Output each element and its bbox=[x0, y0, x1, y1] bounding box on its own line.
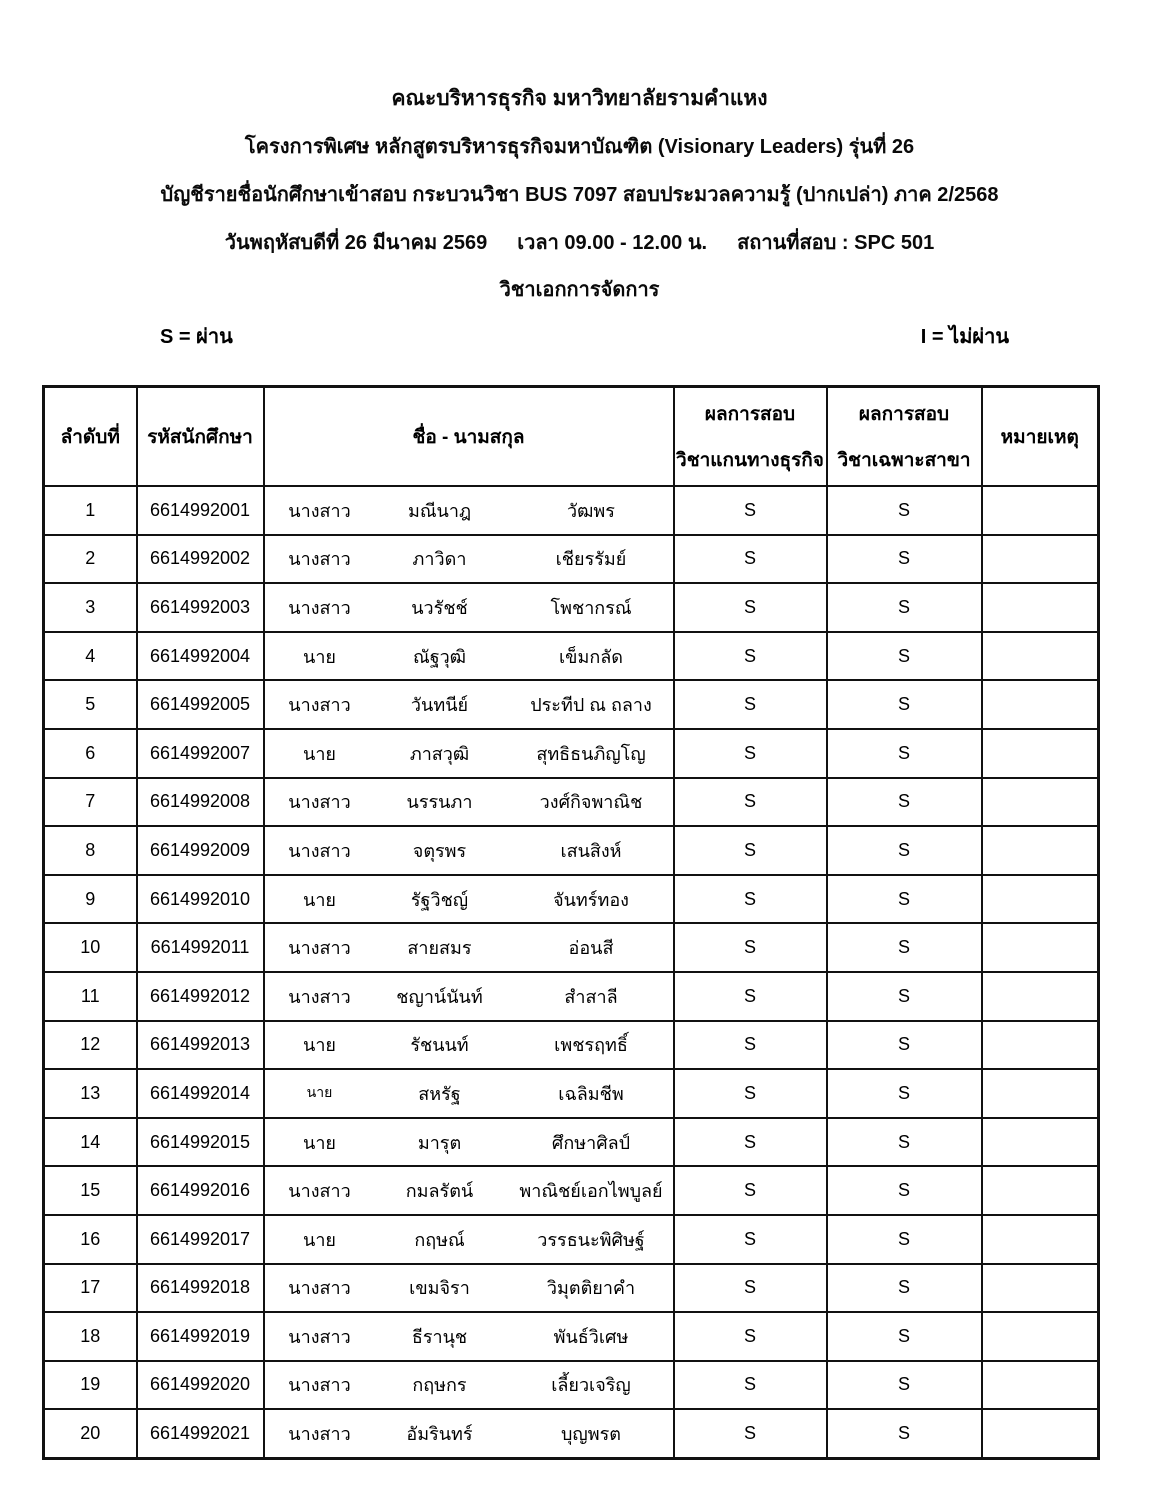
name-title: นางสาว bbox=[288, 597, 351, 618]
major-result-cell: S bbox=[827, 1264, 982, 1313]
student-id-cell: 6614992016 bbox=[137, 1166, 264, 1215]
student-name-cell bbox=[264, 729, 674, 778]
student-id-cell: 6614992007 bbox=[137, 729, 264, 778]
row-number-cell: 4 bbox=[44, 632, 137, 681]
student-roster-table bbox=[42, 385, 1100, 1460]
name-title: นางสาว bbox=[288, 695, 351, 716]
table-row bbox=[44, 923, 1099, 972]
remark-cell bbox=[982, 680, 1099, 729]
major-result-cell: S bbox=[827, 1118, 982, 1167]
remark-cell bbox=[982, 1264, 1099, 1313]
name-title: นางสาว bbox=[288, 840, 351, 861]
major-result-cell: S bbox=[827, 1166, 982, 1215]
row-number-cell: 3 bbox=[44, 583, 137, 632]
student-id-cell: 6614992019 bbox=[137, 1312, 264, 1361]
name-title: นาย bbox=[303, 743, 336, 764]
core-result-cell: S bbox=[674, 1215, 827, 1264]
last-name: จันทร์ทอง bbox=[553, 889, 629, 910]
core-result-cell: S bbox=[674, 1166, 827, 1215]
core-result-cell: S bbox=[674, 875, 827, 924]
row-number-cell: 14 bbox=[44, 1118, 137, 1167]
major-result-cell: S bbox=[827, 778, 982, 827]
remark-cell bbox=[982, 1021, 1099, 1070]
row-number-cell: 17 bbox=[44, 1264, 137, 1313]
remark-cell bbox=[982, 1409, 1099, 1458]
table-row bbox=[44, 535, 1099, 584]
core-result-cell: S bbox=[674, 1069, 827, 1118]
row-number-cell: 18 bbox=[44, 1312, 137, 1361]
table-row bbox=[44, 1118, 1099, 1167]
student-id-cell: 6614992014 bbox=[137, 1069, 264, 1118]
remark-cell bbox=[982, 583, 1099, 632]
remark-cell bbox=[982, 1118, 1099, 1167]
header-no: ลำดับที่ bbox=[44, 387, 137, 487]
major-result-cell: S bbox=[827, 680, 982, 729]
first-name: อัมรินทร์ bbox=[406, 1424, 473, 1445]
table-row bbox=[44, 972, 1099, 1021]
student-id-cell: 6614992010 bbox=[137, 875, 264, 924]
first-name: ภาวิดา bbox=[412, 549, 467, 570]
major-result-cell: S bbox=[827, 1021, 982, 1070]
table-row bbox=[44, 1409, 1099, 1458]
core-result-cell: S bbox=[674, 486, 827, 535]
table-row bbox=[44, 875, 1099, 924]
core-result-cell: S bbox=[674, 583, 827, 632]
major-result-cell: S bbox=[827, 923, 982, 972]
first-name: นวรัชช์ bbox=[411, 597, 468, 618]
major-title: วิชาเอกการจัดการ bbox=[499, 279, 660, 301]
student-name-cell bbox=[264, 875, 674, 924]
name-title: นางสาว bbox=[288, 938, 351, 959]
last-name: วรรธนะพิศิษฐ์ bbox=[537, 1229, 645, 1250]
major-result-cell: S bbox=[827, 486, 982, 535]
table-row bbox=[44, 729, 1099, 778]
student-id-cell: 6614992008 bbox=[137, 778, 264, 827]
last-name: วงศ์กิจพาณิช bbox=[539, 792, 643, 813]
header-major-result bbox=[827, 387, 982, 487]
first-name: นรรนภา bbox=[406, 792, 473, 813]
header-remarks: หมายเหตุ bbox=[982, 387, 1099, 487]
last-name: สุทธิธนภิญโญ bbox=[536, 743, 646, 764]
remark-cell bbox=[982, 632, 1099, 681]
major-result-cell: S bbox=[827, 1215, 982, 1264]
core-result-cell: S bbox=[674, 972, 827, 1021]
core-result-cell: S bbox=[674, 1361, 827, 1410]
name-title: นาย bbox=[303, 646, 336, 667]
first-name: กมลรัตน์ bbox=[405, 1181, 474, 1202]
student-id-cell: 6614992011 bbox=[137, 923, 264, 972]
row-number-cell: 12 bbox=[44, 1021, 137, 1070]
header-major-result-line1: ผลการสอบ bbox=[858, 403, 950, 425]
last-name: บุญพรต bbox=[561, 1424, 621, 1445]
name-title: นางสาว bbox=[288, 1278, 351, 1299]
first-name: ภาสวุฒิ bbox=[409, 743, 470, 764]
exam-venue: สถานที่สอบ : SPC 501 bbox=[737, 232, 935, 254]
core-result-cell: S bbox=[674, 923, 827, 972]
student-name-cell bbox=[264, 1021, 674, 1070]
student-name-cell bbox=[264, 778, 674, 827]
name-title: นางสาว bbox=[288, 500, 351, 521]
first-name: วันทนีย์ bbox=[410, 695, 469, 716]
row-number-cell: 1 bbox=[44, 486, 137, 535]
name-title: นาย bbox=[303, 1132, 336, 1153]
student-id-cell: 6614992018 bbox=[137, 1264, 264, 1313]
exam-schedule-line bbox=[0, 226, 1159, 258]
table-row bbox=[44, 1264, 1099, 1313]
row-number-cell: 20 bbox=[44, 1409, 137, 1458]
last-name: วิมุตติยาคำ bbox=[546, 1278, 636, 1299]
major-result-cell: S bbox=[827, 875, 982, 924]
last-name: เลี้ยวเจริญ bbox=[551, 1375, 631, 1396]
first-name: ธีรานุช bbox=[411, 1326, 468, 1347]
table-row bbox=[44, 1361, 1099, 1410]
student-name-cell bbox=[264, 1166, 674, 1215]
major-result-cell: S bbox=[827, 972, 982, 1021]
row-number-cell: 8 bbox=[44, 826, 137, 875]
last-name: ศึกษาศิลป์ bbox=[551, 1132, 631, 1153]
legend-fail: I = ไม่ผ่าน bbox=[920, 326, 1009, 348]
student-id-cell: 6614992013 bbox=[137, 1021, 264, 1070]
last-name: พันธ์วิเศษ bbox=[553, 1326, 629, 1347]
student-name-cell bbox=[264, 1361, 674, 1410]
name-title: นาย bbox=[303, 889, 336, 910]
student-id-cell: 6614992012 bbox=[137, 972, 264, 1021]
remark-cell bbox=[982, 778, 1099, 827]
grade-legend bbox=[0, 320, 1159, 352]
core-result-cell: S bbox=[674, 1409, 827, 1458]
major-result-cell: S bbox=[827, 729, 982, 778]
first-name: สายสมร bbox=[407, 938, 472, 959]
program-title: โครงการพิเศษ หลักสูตรบริหารธุรกิจมหาบัณฑิต (Visionary Leaders) รุ่นที่ 26 bbox=[244, 136, 915, 158]
last-name: โพชากรณ์ bbox=[550, 597, 632, 618]
row-number-cell: 7 bbox=[44, 778, 137, 827]
student-name-cell bbox=[264, 1069, 674, 1118]
row-number-cell: 9 bbox=[44, 875, 137, 924]
row-number-cell: 11 bbox=[44, 972, 137, 1021]
remark-cell bbox=[982, 1166, 1099, 1215]
student-id-cell: 6614992001 bbox=[137, 486, 264, 535]
table-row bbox=[44, 1021, 1099, 1070]
first-name: รัฐวิชญ์ bbox=[410, 889, 469, 910]
legend-pass: S = ผ่าน bbox=[160, 326, 233, 348]
name-title: นาย bbox=[306, 1084, 333, 1101]
core-result-cell: S bbox=[674, 1021, 827, 1070]
header-core-result bbox=[674, 387, 827, 487]
remark-cell bbox=[982, 923, 1099, 972]
remark-cell bbox=[982, 875, 1099, 924]
student-id-cell: 6614992015 bbox=[137, 1118, 264, 1167]
student-name-cell bbox=[264, 1215, 674, 1264]
table-row bbox=[44, 826, 1099, 875]
row-number-cell: 16 bbox=[44, 1215, 137, 1264]
name-title: นางสาว bbox=[288, 1326, 351, 1347]
table-row bbox=[44, 583, 1099, 632]
remark-cell bbox=[982, 1069, 1099, 1118]
header-major-result-line2: วิชาเฉพาะสาขา bbox=[837, 449, 971, 471]
major-result-cell: S bbox=[827, 632, 982, 681]
remark-cell bbox=[982, 1361, 1099, 1410]
first-name: จตุรพร bbox=[412, 840, 467, 861]
student-name-cell bbox=[264, 680, 674, 729]
core-result-cell: S bbox=[674, 680, 827, 729]
student-name-cell bbox=[264, 583, 674, 632]
major-result-cell: S bbox=[827, 1409, 982, 1458]
header-student-id: รหัสนักศึกษา bbox=[137, 387, 264, 487]
last-name: เข็มกลัด bbox=[559, 646, 623, 667]
student-name-cell bbox=[264, 1312, 674, 1361]
row-number-cell: 13 bbox=[44, 1069, 137, 1118]
name-title: นาย bbox=[303, 1035, 336, 1056]
table-row bbox=[44, 1069, 1099, 1118]
student-id-cell: 6614992009 bbox=[137, 826, 264, 875]
exam-time: เวลา 09.00 - 12.00 น. bbox=[517, 232, 708, 254]
last-name: เชียรรัมย์ bbox=[555, 549, 627, 570]
row-number-cell: 19 bbox=[44, 1361, 137, 1410]
last-name: สำสาลี bbox=[564, 986, 618, 1007]
header-name: ชื่อ - นามสกุล bbox=[264, 387, 674, 487]
student-name-cell bbox=[264, 1409, 674, 1458]
row-number-cell: 5 bbox=[44, 680, 137, 729]
row-number-cell: 10 bbox=[44, 923, 137, 972]
last-name: เฉลิมชีพ bbox=[558, 1083, 624, 1104]
first-name: สหรัฐ bbox=[418, 1083, 461, 1104]
student-name-cell bbox=[264, 923, 674, 972]
student-name-cell bbox=[264, 1264, 674, 1313]
remark-cell bbox=[982, 486, 1099, 535]
student-id-cell: 6614992017 bbox=[137, 1215, 264, 1264]
first-name: ณัฐวุฒิ bbox=[413, 646, 466, 667]
remark-cell bbox=[982, 1215, 1099, 1264]
first-name: เขมจิรา bbox=[409, 1278, 470, 1299]
table-row bbox=[44, 778, 1099, 827]
name-title: นางสาว bbox=[288, 986, 351, 1007]
row-number-cell: 2 bbox=[44, 535, 137, 584]
last-name: เพชรฤทธิ์ bbox=[554, 1035, 628, 1056]
table-row bbox=[44, 486, 1099, 535]
student-name-cell bbox=[264, 826, 674, 875]
header-core-result-line2: วิชาแกนทางธุรกิจ bbox=[676, 449, 824, 471]
first-name: มณีนาฎ bbox=[407, 500, 472, 521]
first-name: มารุต bbox=[417, 1132, 462, 1153]
first-name: รัชนนท์ bbox=[410, 1035, 469, 1056]
student-name-cell bbox=[264, 486, 674, 535]
major-result-cell: S bbox=[827, 535, 982, 584]
core-result-cell: S bbox=[674, 1118, 827, 1167]
name-title: นางสาว bbox=[288, 792, 351, 813]
core-result-cell: S bbox=[674, 1264, 827, 1313]
first-name: กฤษณ์ bbox=[414, 1229, 465, 1250]
student-id-cell: 6614992020 bbox=[137, 1361, 264, 1410]
major-result-cell: S bbox=[827, 1312, 982, 1361]
first-name: กฤษกร bbox=[412, 1375, 467, 1396]
core-result-cell: S bbox=[674, 535, 827, 584]
table-row bbox=[44, 632, 1099, 681]
student-id-cell: 6614992005 bbox=[137, 680, 264, 729]
last-name: เสนสิงห์ bbox=[560, 840, 622, 861]
major-result-cell: S bbox=[827, 826, 982, 875]
header-core-result-line1: ผลการสอบ bbox=[704, 403, 796, 425]
row-number-cell: 6 bbox=[44, 729, 137, 778]
name-title: นาย bbox=[303, 1229, 336, 1250]
student-name-cell bbox=[264, 632, 674, 681]
core-result-cell: S bbox=[674, 826, 827, 875]
major-result-cell: S bbox=[827, 1361, 982, 1410]
name-title: นางสาว bbox=[288, 1375, 351, 1396]
major-result-cell: S bbox=[827, 583, 982, 632]
table-row bbox=[44, 1166, 1099, 1215]
student-id-cell: 6614992004 bbox=[137, 632, 264, 681]
student-name-cell bbox=[264, 1118, 674, 1167]
name-title: นางสาว bbox=[288, 1181, 351, 1202]
faculty-university-title: คณะบริหารธุรกิจ มหาวิทยาลัยรามคำแหง bbox=[391, 87, 768, 110]
student-id-cell: 6614992003 bbox=[137, 583, 264, 632]
remark-cell bbox=[982, 535, 1099, 584]
last-name: อ่อนสี bbox=[568, 938, 614, 959]
student-name-cell bbox=[264, 972, 674, 1021]
table-row bbox=[44, 1312, 1099, 1361]
core-result-cell: S bbox=[674, 632, 827, 681]
major-result-cell: S bbox=[827, 1069, 982, 1118]
first-name: ชญาน์นันท์ bbox=[396, 986, 483, 1007]
last-name: ประทีป ณ ถลาง bbox=[530, 695, 652, 716]
remark-cell bbox=[982, 972, 1099, 1021]
last-name: พาณิชย์เอกไพบูลย์ bbox=[519, 1181, 663, 1202]
last-name: วัฒพร bbox=[567, 500, 615, 521]
name-title: นางสาว bbox=[288, 1424, 351, 1445]
core-result-cell: S bbox=[674, 1312, 827, 1361]
remark-cell bbox=[982, 729, 1099, 778]
row-number-cell: 15 bbox=[44, 1166, 137, 1215]
remark-cell bbox=[982, 826, 1099, 875]
exam-date: วันพฤหัสบดีที่ 26 มีนาคม 2569 bbox=[224, 232, 488, 254]
core-result-cell: S bbox=[674, 778, 827, 827]
table-row bbox=[44, 680, 1099, 729]
student-name-cell bbox=[264, 535, 674, 584]
core-result-cell: S bbox=[674, 729, 827, 778]
student-id-cell: 6614992021 bbox=[137, 1409, 264, 1458]
table-header-row bbox=[44, 387, 1099, 487]
name-title: นางสาว bbox=[288, 549, 351, 570]
student-id-cell: 6614992002 bbox=[137, 535, 264, 584]
exam-list-title: บัญชีรายชื่อนักศึกษาเข้าสอบ กระบวนวิชา BUS 7097 สอบประมวลความรู้ (ปากเปล่า) ภาค 2/2568 bbox=[160, 184, 999, 206]
table-row bbox=[44, 1215, 1099, 1264]
remark-cell bbox=[982, 1312, 1099, 1361]
